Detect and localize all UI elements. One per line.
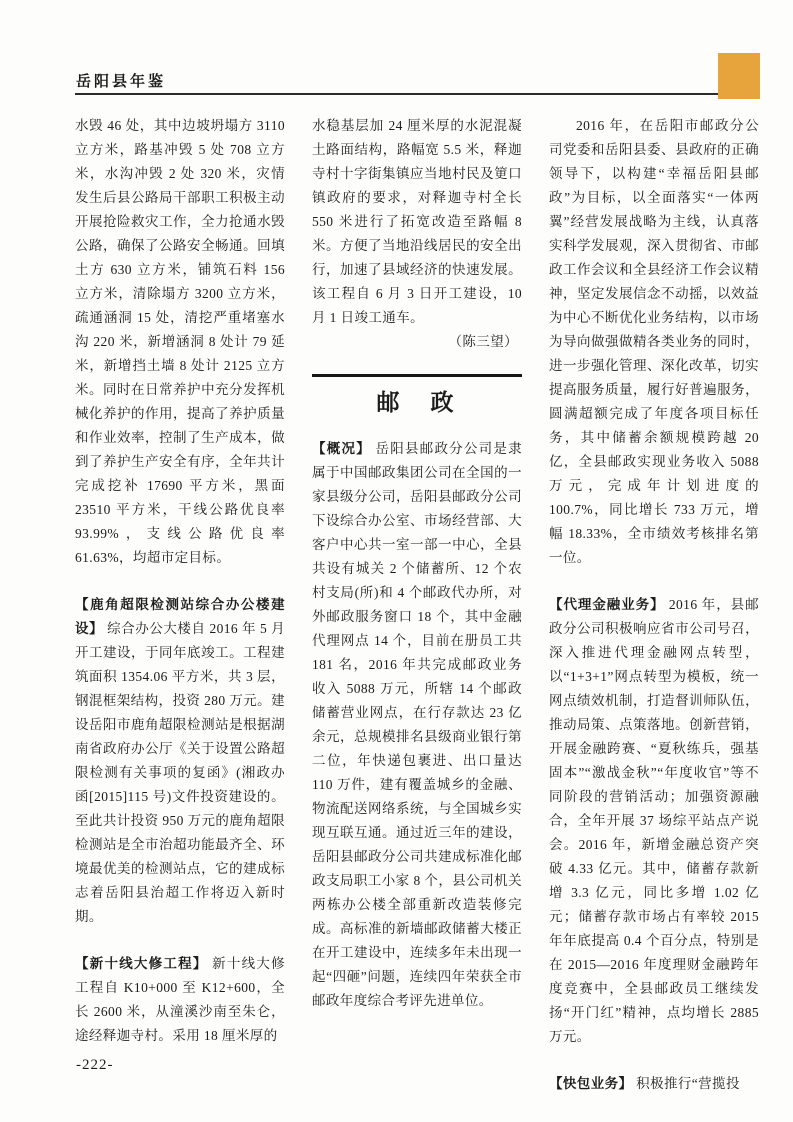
body-paragraph: 水稳基层加 24 厘米厚的水泥混凝土路面结构，路幅宽 5.5 米，释迦寺村十字街集镇应当地村民及筻口镇政府的要求，对释迦寺村全长 550 米进行了拓宽改造至路幅 8 米。方便了当地沿线居民的安全出行，加速了县域经济的快速发展。该工程自 6 月 3 日开工建设，10 月 1 日竣工通车。: [312, 118, 522, 325]
entry-title: 【鹿角超限检测站综合办公楼建设】: [75, 597, 285, 636]
body-paragraph: 2016 年，在岳阳市邮政分公司党委和岳阳县委、县政府的正确领导下，以构建“幸福岳阳县邮政”为目标，以全面落实“一体两翼”经营发展战略为主线，认真落实科学发展观，深入贯彻省、市邮政工作会议和全县经济工作会议精神，坚定发展信念不动摇，以效益为中心不断优化业务结构，以市场为导向做强做精各类业务的同时，进一步强化管理、深化改革，切实提高服务质量，履行好普遍服务，圆满超额完成了年度各项目标任务，其中储蓄余额规模跨越 20 亿，全县邮政实现业务收入 5088 万元，完成年计划进度的 100.7%，同比增长 733 万元，增幅 18.33%，全市绩效考核排名第一位。: [549, 118, 759, 565]
entry-text: 岳阳县邮政分公司是隶属于中国邮政集团公司在全国的一家县级分公司，岳阳县邮政分公司下设综合办公室、市场经营部、大客户中心共一室一部一中心，全县共设有城关 2 个储蓄所、12 个农村支局(所)和 4 个邮政代办所，对外邮政服务窗口 18 个，其中金融代理网点 14 个，目前在册员工共 181 名，2016 年共完成邮政业务收入 5088 万元，所辖 14 个邮政储蓄营业网点，在行存款达 23 亿余元，总规模排名县级商业银行第二位，年快递包裹进、出口量达 110 万件，建有覆盖城乡的金融、物流配送网络系统，与全国城乡实现互联互通。通过近三年的建设，岳阳县邮政分公司共建成标准化邮政支局职工小家 8 个，县公司机关两栋办公楼全部重新改造装修完成。高标准的新墙邮政储蓄大楼正在开工建设中，连续多年未出现一起“四砸”问题，连续四年荣获全市邮政年度综合考评先进单位。: [312, 441, 522, 1008]
entry-paragraph: [75, 952, 285, 1048]
column-right: [549, 114, 759, 1096]
author-signature: （陈三望）: [448, 334, 518, 349]
section-divider: [312, 374, 522, 377]
entry-paragraph: [312, 437, 522, 1013]
column-left: [75, 114, 285, 1096]
body-paragraph: 水毁 46 处，其中边坡坍塌方 3110 立方米，路基冲毁 5 处 708 立方米，水沟冲毁 2 处 320 米，灾情发生后县公路局干部职工积极主动开展抢险救灾工作，全力抢通水毁公路，确保了公路安全畅通。回填土方 630 立方米，铺筑石料 156 立方米，清除塌方 3200 立方米，疏通涵洞 15 处，清挖严重堵塞水沟 220 米，新增涵洞 8 处计 79 延米，新增挡土墙 8 处计 2125 立方米。同时在日常养护中充分发挥机械化养护的作用，提高了养护质量和作业效率，控制了生产成本，做到了养护生产安全有序，全年共计完成挖补 17690 平方米，黑面 23510 平方米，干线公路优良率 93.99%，支线公路优良率 61.63%，均超市定目标。: [75, 118, 285, 565]
content-columns: [75, 114, 760, 1096]
entry-text: 新十线大修工程自 K10+000 至 K12+600，全长 2600 米，从潼溪沙南至朱仑，途经释迦寺村。采用 18 厘米厚的: [75, 956, 285, 1043]
page-number: -222-: [76, 1057, 114, 1073]
entry-title: 【概况】: [312, 441, 371, 456]
entry-paragraph: [549, 593, 759, 1049]
accent-bar: [718, 53, 760, 99]
entry-text: 积极推行“营揽投: [632, 1076, 740, 1091]
section-title: 邮 政: [376, 389, 458, 415]
entry-title: 【快包业务】: [549, 1076, 633, 1091]
entry-text: 2016 年，县邮政分公司积极响应省市公司号召，深入推进代理金融网点转型，以“1+3+1”网点转型为模板，统一网点绩效机制，打造督训师队伍，推动局策、点策落地。创新营销，开展金融跨赛、“夏秋练兵，强基固本”“激战金秋”“年度收官”等不同阶段的营销活动；加强资源融合，全年开展 37 场综平站点产说会。2016 年，新增金融总资产突破 4.33 亿元。其中，储蓄存款新增 3.3 亿元，同比多增 1.02 亿元；储蓄存款市场占有率较 2015 年年底提高 0.4 个百分点，特别是在 2015—2016 年度理财金融跨年度竞赛中，全县邮政员工继续发扬“开门红”精神，点均增长 2885 万元。: [549, 597, 760, 1044]
entry-text: 综合办公大楼自 2016 年 5 月开工建设，于同年底竣工。工程建筑面积 1354.06 平方米，共 3 层，钢混框架结构，投资 280 万元。建设岳阳市鹿角超限检测站是根据湖南省政府办公厅《关于设置公路超限检测有关事项的复函》(湘政办函[2015]115 号)文件投资建设的。至此共计投资 950 万元的鹿角超限检测站是全市治超功能最齐全、环境最优美的检测站点，它的建成标志着岳阳县治超工作将迈入新时期。: [75, 621, 285, 924]
column-middle: [312, 114, 522, 1096]
entry-paragraph: [549, 1072, 759, 1096]
page-title: 岳阳县年鉴: [76, 74, 167, 90]
header-rule: [75, 93, 718, 95]
entry-paragraph: [75, 593, 285, 929]
entry-title: 【代理金融业务】: [549, 597, 665, 612]
entry-title: 【新十线大修工程】: [75, 956, 208, 971]
